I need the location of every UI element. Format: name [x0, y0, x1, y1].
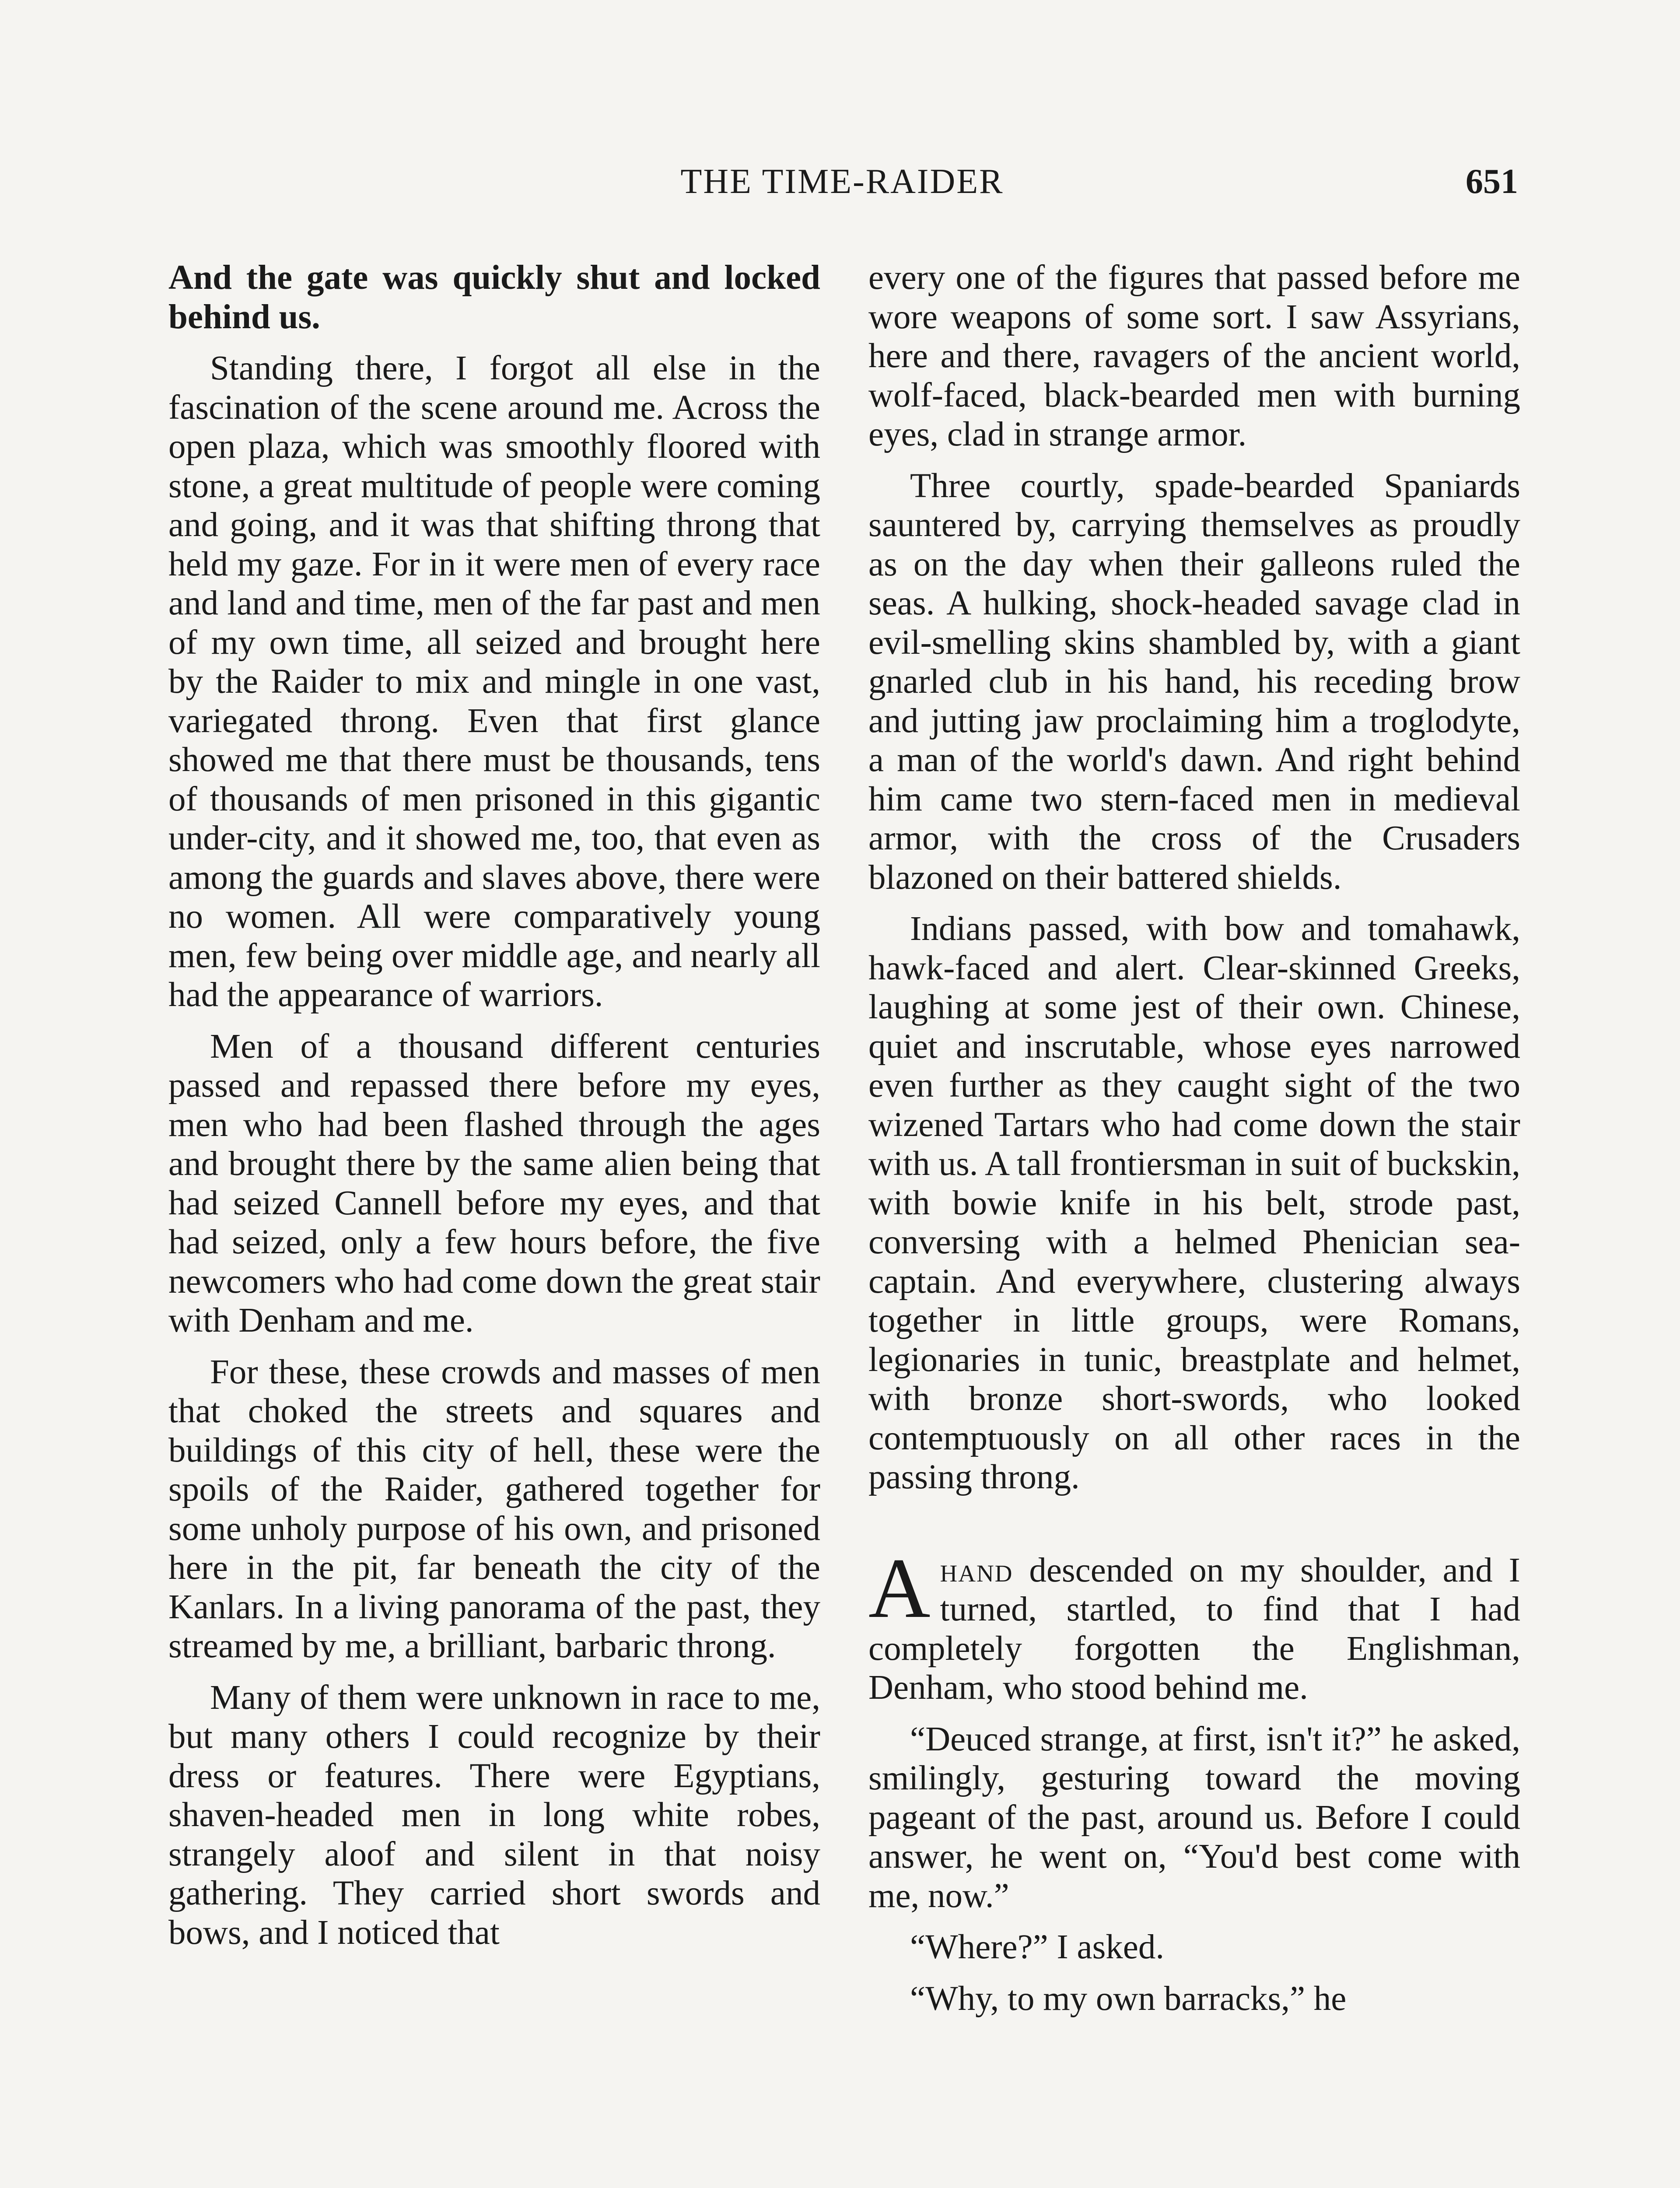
- paragraph: Many of them were unknown in race to me, but many others I could recognize by their dress or features. There were Egyptians, shaven-headed men in long white robes, strangely aloof and silent in that noisy gathering. They carried short swords and bows, and I noticed that: [168, 1678, 820, 1952]
- smallcaps-lead: hand: [940, 1551, 1013, 1589]
- right-column: [868, 258, 1520, 2030]
- dropcap-paragraph-text: descended on my shoulder, and I turned, startled, to find that I had completely forgotten the Englishman, Denham, who stood behind me.: [868, 1551, 1520, 1707]
- paragraph: “Deuced strange, at first, isn't it?” he asked, smilingly, gesturing toward the moving pageant of the past, around us. Before I could answer, he went on, “You'd best come with me, now.”: [868, 1720, 1520, 1915]
- page-number: 651: [1466, 162, 1518, 201]
- paragraph: every one of the figures that passed before me wore weapons of some sort. I saw Assyrians, here and there, ravagers of the ancient world, wolf-faced, black-bearded men with burning eyes, clad in strange armor.: [868, 259, 1520, 453]
- paragraph: For these, these crowds and masses of men that choked the streets and squares and buildings of this city of hell, these were the spoils of the Raider, gathered together for some unholy purpose of his own, and prisoned here in the pit, far beneath the city of the Kanlars. In a living panorama of the past, they streamed by me, a brilliant, barbaric throng.: [168, 1353, 820, 1665]
- running-title: THE TIME-RAIDER: [680, 162, 1004, 201]
- drop-cap: A: [868, 1540, 931, 1636]
- paragraph: “Where?” I asked.: [910, 1928, 1165, 1966]
- paragraph: Men of a thousand different centuries passed and repassed there before my eyes, men who had been flashed through the ages and brought there by the same alien being that had seized Cannell before my eyes, and that had seized, only a few hours before, the five newcomers who had come down the great stair with Denham and me.: [168, 1027, 820, 1339]
- section-break: [868, 1509, 1520, 1551]
- dropcap-paragraph: [868, 1540, 1520, 1708]
- paragraph: Standing there, I forgot all else in the fascination of the scene around me. Across the open plaza, which was smoothly floored with stone, a great multitude of people were coming and going, and it was that shifting throng that held my gaze. For in it were men of every race and land and time, men of the far past and men of my own time, all seized and brought here by the Raider to mix and mingle in one vast, variegated throng. Even that first glance showed me that there must be thousands, tens of thousands of men prisoned in this gigantic under-city, and it showed me, too, that even as among the guards and slaves above, there were no women. All were comparatively young men, few being over middle age, and nearly all had the appearance of warriors.: [168, 349, 820, 1014]
- page-header: [166, 162, 1518, 223]
- left-column: [168, 258, 820, 1964]
- paragraph: Indians passed, with bow and tomahawk, hawk-faced and alert. Clear-skinned Greeks, laughing at some jest of their own. Chinese, quiet and inscrutable, whose eyes narrowed even further as they caught sight of the two wizened Tartars who had come down the stair with us. A tall frontiersman in suit of buckskin, with bowie knife in his belt, strode past, conversing with a helmed Phenician sea-captain. And everywhere, clustering always together in little groups, were Romans, legionaries in tunic, breastplate and helmet, with bronze short-swords, who looked contemptuously on all other races in the passing throng.: [868, 910, 1520, 1496]
- paragraph: And the gate was quickly shut and locked behind us.: [168, 259, 820, 336]
- paragraph: Three courtly, spade-bearded Spaniards sauntered by, carrying themselves as proudly as on the day when their galleons ruled the seas. A hulking, shock-headed savage clad in evil-smelling skins shambled by, with a giant gnarled club in his hand, his receding brow and jutting jaw proclaiming him a troglodyte, a man of the world's dawn. And right behind him came two stern-faced men in medieval armor, with the cross of the Crusaders blazoned on their battered shields.: [868, 466, 1520, 897]
- paragraph: “Why, to my own barracks,” he: [910, 1979, 1347, 2018]
